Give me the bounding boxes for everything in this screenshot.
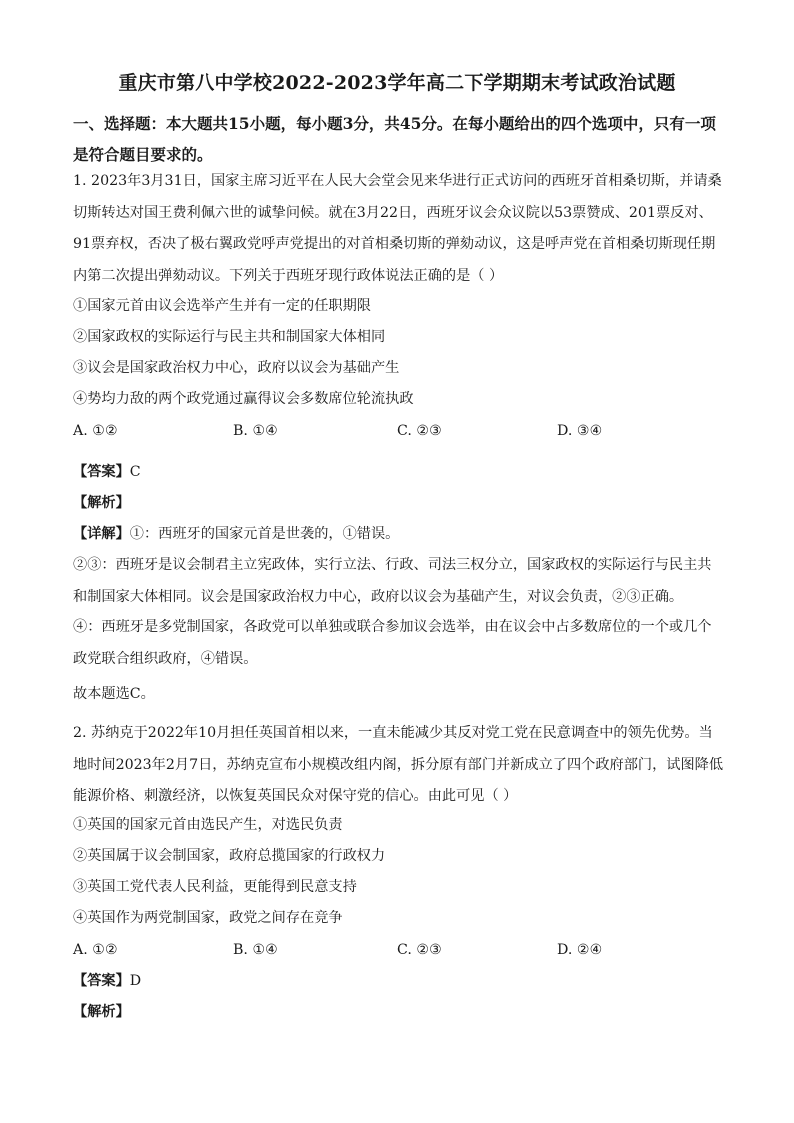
- q2-option-d: D. ②④: [557, 942, 603, 958]
- q1-detail-1: [73, 524, 399, 544]
- q1-option-b: B. ①④: [233, 423, 278, 439]
- q1-item-3: ③议会是国家政治权力中心，政府以议会为基础产生: [73, 360, 400, 376]
- q1-detail-2: ②③：西班牙是议会制君主立宪政体，实行立法、行政、司法三权分立，国家政权的实际运行与民主共和制国家大体相同。议会是国家政治权力中心，政府以议会为基础产生，对议会负责，②③正确。: [73, 557, 712, 605]
- question-1-stem: 1. 2023年3月31日，国家主席习近平在人民大会堂会见来华进行正式访问的西班牙首相桑切斯，并请桑切斯转达对国王费利佩六世的诚挚问候。就在3月22日，西班牙议会众议院以53票赞成、201票反对、91票弃权，否决了极右翼政党呼声党提出的对首相桑切斯的弹劾动议，这是呼声党在首相桑切斯现任期内第二次提出弹劾动议。下列关于西班牙现行政体说法正确的是（ ）: [73, 173, 722, 284]
- q1-option-c: C. ②③: [397, 423, 442, 439]
- page-title: 重庆市第八中学校2022-2023学年高二下学期期末考试政治试题: [118, 72, 676, 94]
- q1-conclusion: 故本题选C。: [73, 686, 155, 702]
- q2-item-3: ③英国工党代表人民利益，更能得到民意支持: [73, 879, 357, 895]
- q2-item-1: ①英国的国家元首由选民产生，对选民负责: [73, 817, 343, 833]
- q1-item-4: ④势均力敌的两个政党通过赢得议会多数席位轮流执政: [73, 391, 414, 407]
- answer-value: C: [129, 464, 141, 480]
- q1-answer: [73, 462, 141, 482]
- q1-analysis-heading: [73, 493, 130, 513]
- detail-tag: 【详解】: [73, 526, 130, 542]
- q1-item-1: ①国家元首由议会选举产生并有一定的任职期限: [73, 298, 371, 314]
- question-2-stem: 2. 苏纳克于2022年10月担任英国首相以来，一直未能减少其反对党工党在民意调查中的领先优势。当地时间2023年2月7日，苏纳克宣布小规模改组内阁，拆分原有部门并新成立了四个政府部门，试图降低能源价格、刺激经济，以恢复英国民众对保守党的信心。由此可见（ ）: [73, 725, 724, 804]
- q2-item-2: ②英国属于议会制国家，政府总揽国家的行政权力: [73, 848, 386, 864]
- q1-detail-3: ④：西班牙是多党制国家，各政党可以单独或联合参加议会选举，由在议会中占多数席位的一个或几个政党联合组织政府，④错误。: [73, 619, 712, 667]
- detail-text-1: ①：西班牙的国家元首是世袭的，①错误。: [129, 526, 400, 542]
- q2-answer: [73, 971, 141, 991]
- q1-item-2: ②国家政权的实际运行与民主共和制国家大体相同: [73, 329, 386, 345]
- q2-item-4: ④英国作为两党制国家，政党之间存在竞争: [73, 910, 343, 926]
- q1-option-a: A. ①②: [73, 423, 118, 439]
- analysis-tag: 【解析】: [73, 495, 130, 511]
- answer-value: D: [129, 973, 142, 989]
- answer-tag: 【答案】: [73, 973, 130, 989]
- analysis-tag: 【解析】: [73, 1004, 130, 1020]
- section-heading: 一、选择题：本大题共15小题，每小题3分，共45分。在每小题给出的四个选项中，只有一项是符合题目要求的。: [73, 114, 716, 164]
- answer-tag: 【答案】: [73, 464, 130, 480]
- q1-option-d: D. ③④: [557, 423, 603, 439]
- q2-option-c: C. ②③: [397, 942, 442, 958]
- q2-option-b: B. ①④: [233, 942, 278, 958]
- q2-analysis-heading: [73, 1002, 130, 1022]
- q2-option-a: A. ①②: [73, 942, 118, 958]
